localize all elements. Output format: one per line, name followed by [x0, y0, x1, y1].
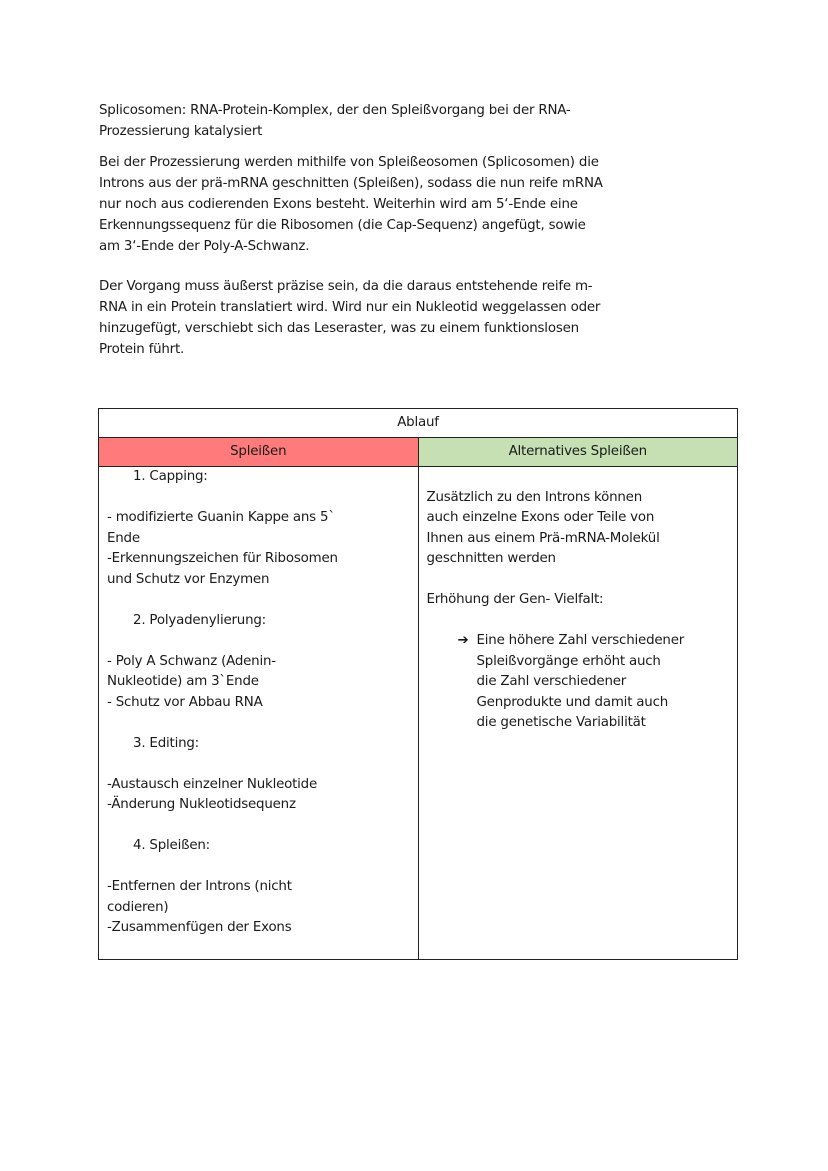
- arrow-item-text: Genprodukte und damit auch: [476, 694, 669, 710]
- text-line: Der Vorgang muss äußerst präzise sein, da die daraus entstehende reife m-: [99, 279, 593, 294]
- text-line: [107, 631, 410, 652]
- processing-paragraph: [99, 152, 739, 257]
- text-line: 4. Spleißen:: [133, 838, 210, 853]
- arrow-icon: ➔: [457, 633, 469, 648]
- arrow-icon: [427, 693, 477, 714]
- header-spleissen: Spleißen: [99, 438, 419, 467]
- table-title: Ablauf: [99, 409, 738, 438]
- text-line: - Schutz vor Abbau RNA: [107, 694, 263, 710]
- text-line: Protein führt.: [99, 342, 185, 357]
- text-line: Nukleotide) am 3`Ende: [107, 674, 259, 689]
- alternative-splicing-text: [419, 467, 738, 734]
- text-line: geschnitten werden: [426, 551, 556, 566]
- text-line: - modifizierte Guanin Kappe ans 5`: [107, 510, 335, 525]
- text-line: -Entfernen der Introns (nicht: [107, 879, 292, 894]
- arrow-item-text: die Zahl verschiedener: [476, 674, 627, 689]
- text-line: [107, 857, 410, 878]
- text-line: Zusätzlich zu den Introns können: [426, 489, 642, 505]
- text-line: [107, 713, 410, 734]
- text-line: 3. Editing:: [133, 735, 199, 751]
- arrow-item-text: Eine höhere Zahl verschiedener: [476, 633, 685, 648]
- arrow-list-item: [427, 693, 730, 714]
- text-line: [427, 611, 730, 632]
- arrow-list-item: [427, 631, 730, 652]
- text-line: Prozessierung katalysiert: [99, 124, 263, 139]
- text-line: [107, 488, 410, 509]
- arrow-item-text: die genetische Variabilität: [476, 715, 646, 730]
- text-line: 1. Capping:: [133, 469, 208, 484]
- text-line: auch einzelne Exons oder Teile von: [426, 510, 655, 525]
- text-line: hinzugefügt, verschiebt sich das Leseraster, was zu einem funktionslosen: [99, 321, 579, 336]
- arrow-icon: [427, 713, 477, 734]
- text-line: Bei der Prozessierung werden mithilfe von Spleißeosomen (Splicosomen) die: [99, 155, 599, 170]
- text-line: [107, 816, 410, 837]
- arrow-icon: [427, 672, 477, 693]
- text-line: Erhöhung der Gen- Vielfalt:: [426, 592, 604, 607]
- text-line: Ihnen aus einem Prä-mRNA-Molekül: [426, 530, 660, 546]
- process-table: [98, 408, 738, 960]
- arrow-list-item: [427, 672, 730, 693]
- arrow-item-text: Spleißvorgänge erhöht auch: [476, 653, 661, 669]
- header-alternatives-spleissen: Alternatives Spleißen: [418, 438, 738, 467]
- intro-paragraph: [99, 100, 739, 142]
- text-line: [107, 754, 410, 775]
- text-line: [427, 570, 730, 591]
- text-line: -Zusammenfügen der Exons: [107, 920, 292, 935]
- text-line: -Änderung Nukleotidsequenz: [107, 797, 296, 812]
- precision-paragraph: [99, 276, 739, 360]
- text-line: RNA in ein Protein translatiert wird. Wird nur ein Nukleotid weggelassen oder: [99, 300, 601, 315]
- text-line: am 3‘-Ende der Poly-A-Schwanz.: [99, 239, 310, 254]
- arrow-list-item: [427, 652, 730, 673]
- text-line: -Austausch einzelner Nukleotide: [107, 776, 318, 792]
- text-line: [107, 590, 410, 611]
- text-line: [427, 467, 730, 488]
- spleissen-steps: [99, 467, 418, 939]
- text-line: Ende: [107, 530, 140, 546]
- text-line: nur noch aus codierenden Exons besteht. Weiterhin wird am 5‘-Ende eine: [99, 197, 578, 212]
- arrow-icon: [427, 652, 477, 673]
- text-line: -Erkennungszeichen für Ribosomen: [107, 551, 338, 566]
- text-line: Erkennungssequenz für die Ribosomen (die Cap-Sequenz) angefügt, sowie: [99, 218, 586, 233]
- arrow-list-item: [427, 713, 730, 734]
- text-line: 2. Polyadenylierung:: [133, 612, 266, 628]
- text-line: Splicosomen: RNA-Protein-Komplex, der den Spleißvorgang bei der RNA-: [99, 103, 571, 118]
- text-line: - Poly A Schwanz (Adenin-: [107, 653, 276, 669]
- text-line: und Schutz vor Enzymen: [107, 571, 270, 587]
- text-line: codieren): [107, 899, 169, 915]
- text-line: Introns aus der prä-mRNA geschnitten (Spleißen), sodass die nun reife mRNA: [99, 176, 603, 191]
